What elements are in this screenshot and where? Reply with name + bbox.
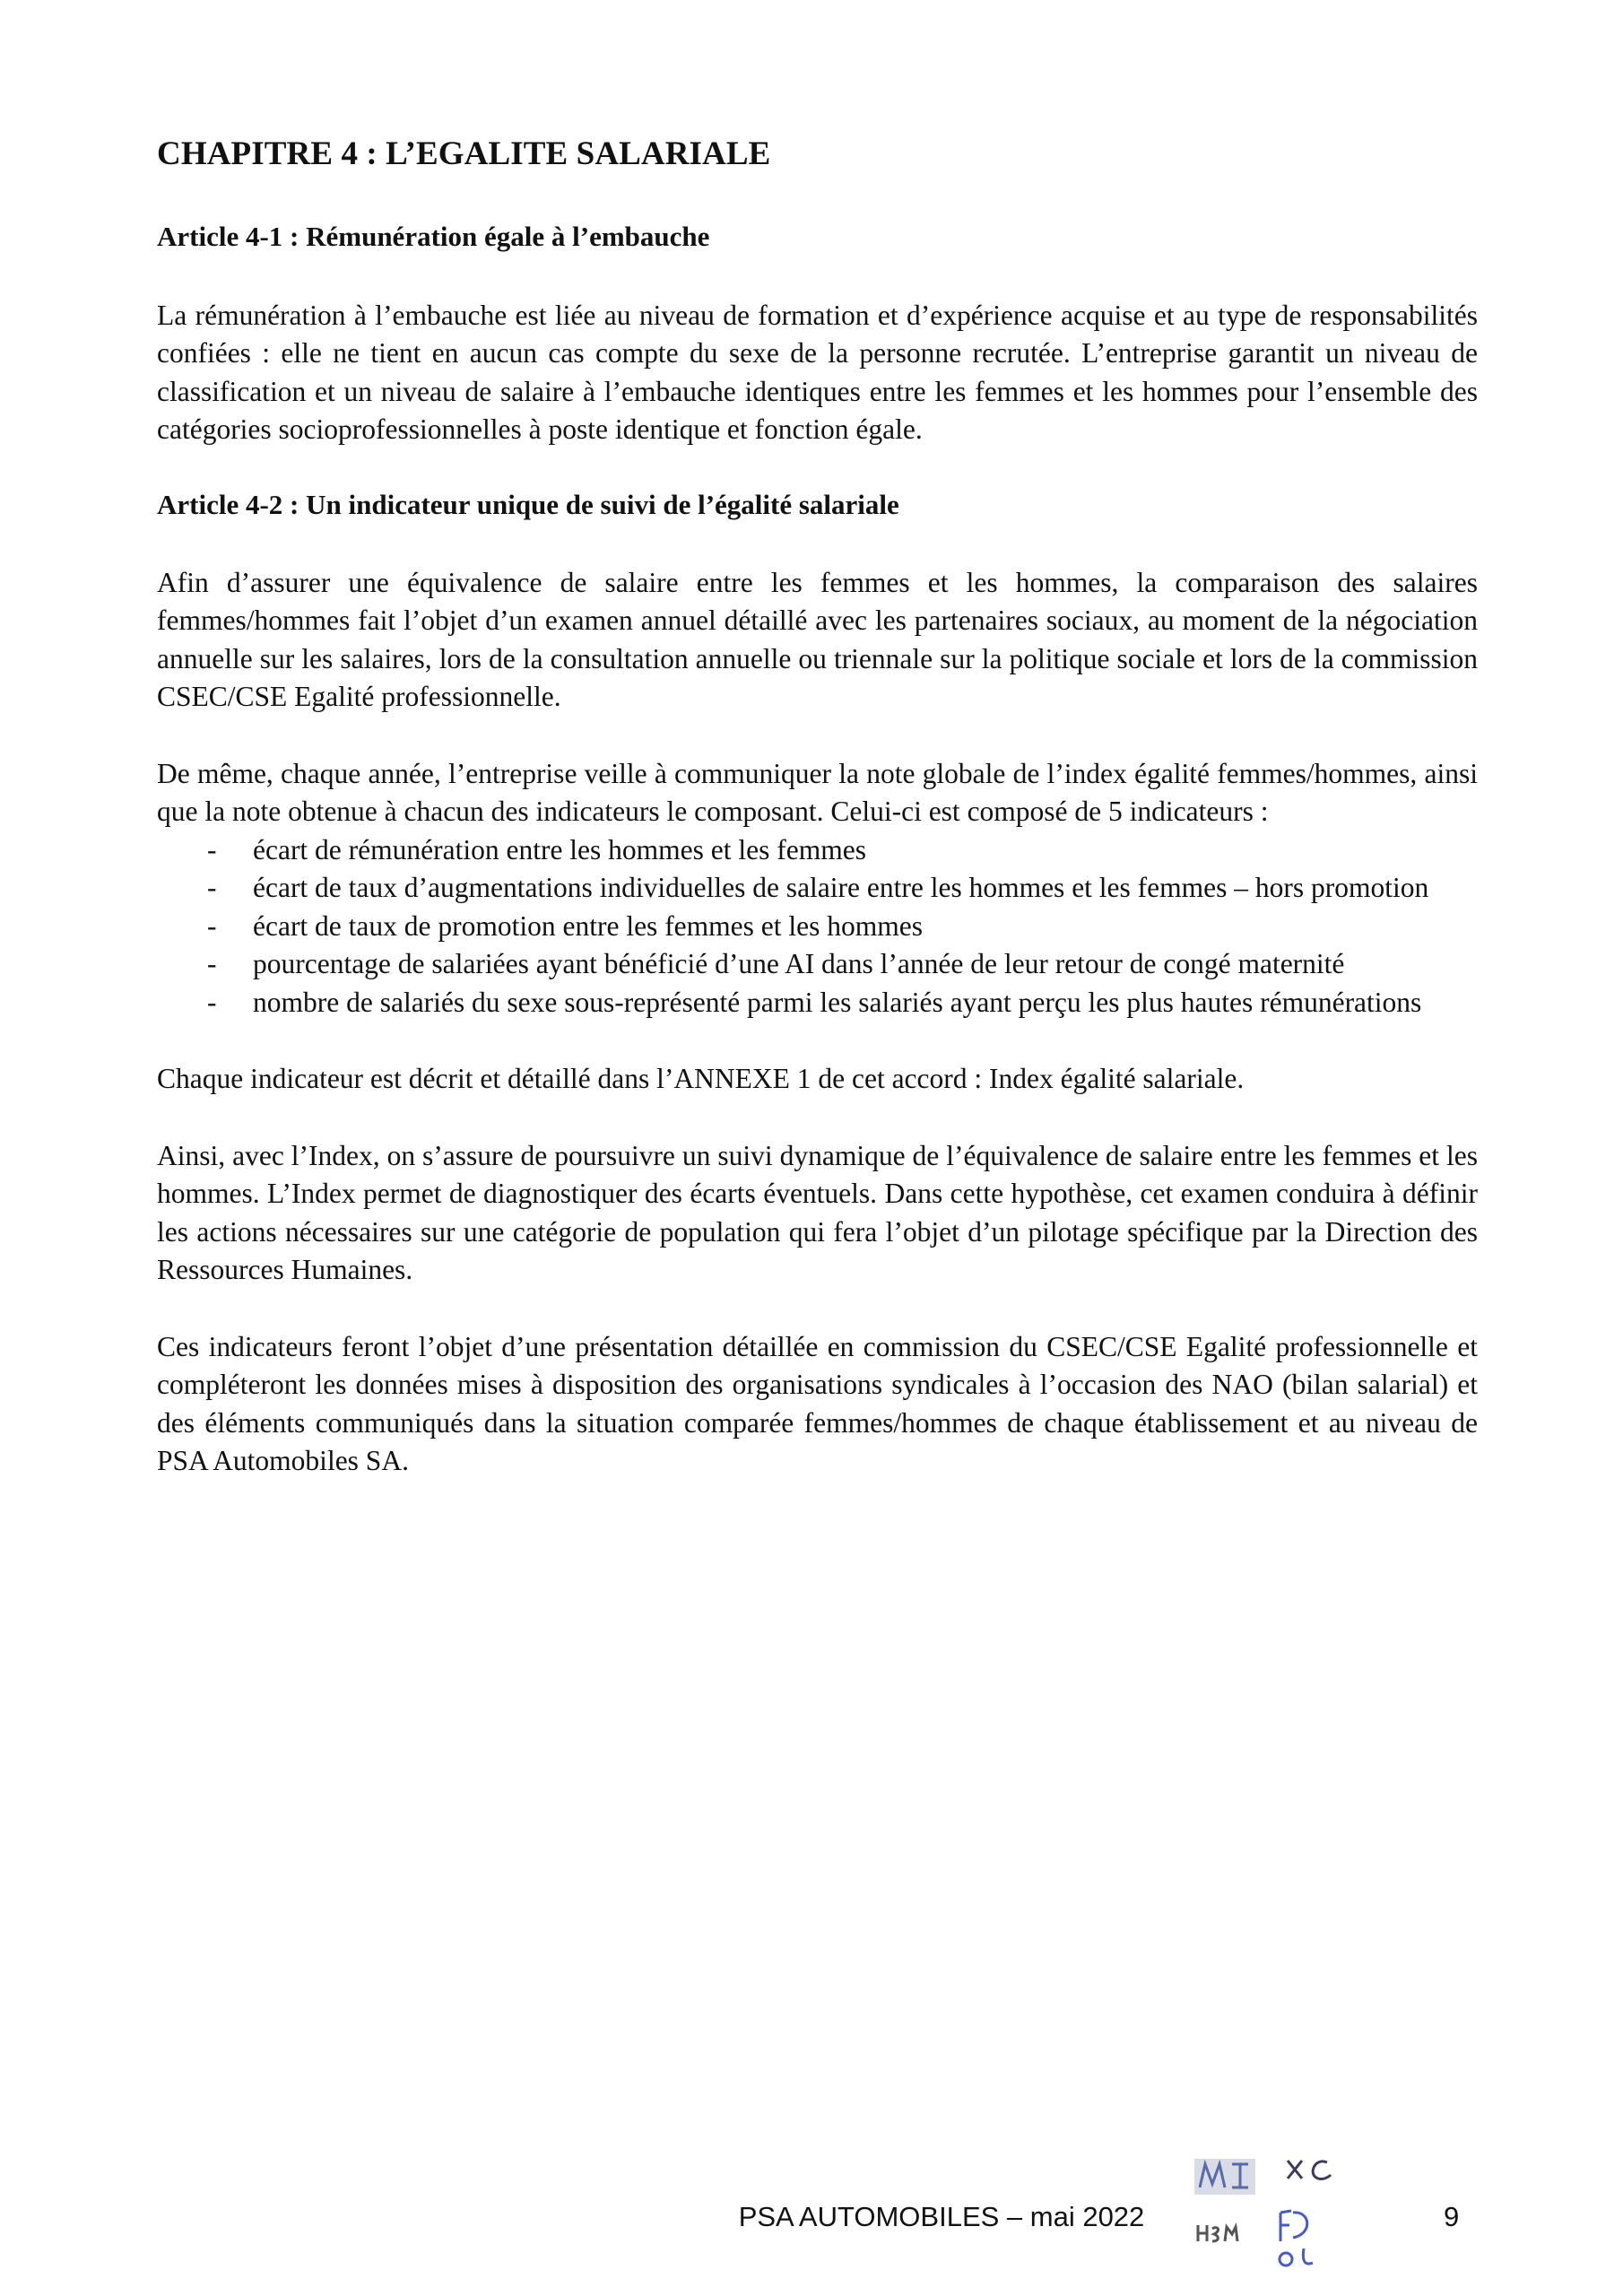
article-4-2-paragraph-3: Chaque indicateur est décrit et détaillé dans l’ANNEXE 1 de cet accord : Index égalité salariale. <box>157 1063 1245 1095</box>
handwritten-initials <box>1193 2148 1390 2274</box>
list-item: - nombre de salariés du sexe sous-représenté parmi les salariés ayant perçu les plus hautes rémunérations <box>157 984 1478 1022</box>
initials-fd <box>1280 2211 1291 2241</box>
list-item: - écart de taux d’augmentations individuelles de salaire entre les hommes et les femmes – hors promotion <box>157 869 1478 908</box>
article-4-2-paragraph-5: Ces indicateurs feront l’objet d’une présentation détaillée en commission du CSEC/CSE Egalité professionnelle et compléteront les données mises à disposition des organisations syndicales à l’occasion des NAO (bilan salarial) et des éléments communiqués dans la situation comparée femmes/hommes de chaque établissement et au niveau de PSA Automobiles SA. <box>157 1330 1478 1477</box>
footer-text: PSA AUTOMOBILES – mai 2022 <box>738 2201 1145 2232</box>
initials-ol <box>1280 2253 1292 2266</box>
initials-xc <box>1288 2161 1302 2179</box>
initials-hsrj <box>1198 2225 1237 2241</box>
article-4-1-paragraph: La rémunération à l’embauche est liée au niveau de formation et d’expérience acquise et au type de responsabilités confiées : elle ne tient en aucun cas compte du sexe de la personne recrutée. L’entreprise garantit un niveau de classification et un niveau de salaire à l’embauche identiques entre les femmes et les hommes pour l’ensemble des catégories socioprofessionnelles à poste identique et fonction égale. <box>157 299 1478 446</box>
document-body <box>157 135 1478 1519</box>
list-item: - écart de taux de promotion entre les femmes et les hommes <box>157 908 1478 946</box>
article-4-2-heading: Article 4-2 : Un indicateur unique de suivi de l’égalité salariale <box>157 488 899 520</box>
list-item: - pourcentage de salariées ayant bénéficié d’une AI dans l’année de leur retour de congé maternité <box>157 945 1478 984</box>
page-number: 9 <box>1444 2201 1460 2232</box>
indicator-list <box>157 831 1478 1022</box>
list-item: - écart de rémunération entre les hommes et les femmes <box>157 831 1478 870</box>
article-4-2-paragraph-2: De même, chaque année, l’entreprise veille à communiquer la note globale de l’index égalité femmes/hommes, ainsi que la note obtenue à chacun des indicateurs le composant. Celui-ci est composé de 5 indicateurs : <box>157 757 1478 828</box>
article-4-1-heading: Article 4-1 : Rémunération égale à l’embauche <box>157 221 710 253</box>
article-4-2-paragraph-1: Afin d’assurer une équivalence de salaire entre les femmes et les hommes, la comparaison des salaires femmes/hommes fait l’objet d’un examen annuel détaillé avec les partenaires sociaux, au moment de la négociation annuelle sur les salaires, lors de la consultation annuelle ou triennale sur la politique sociale et lors de la commission CSEC/CSE Egalité professionnelle. <box>157 566 1478 713</box>
article-4-2-paragraph-4: Ainsi, avec l’Index, on s’assure de poursuivre un suivi dynamique de l’équivalence de salaire entre les femmes et les hommes. L’Index permet de diagnostiquer des écarts éventuels. Dans cette hypothèse, cet examen conduira à définir les actions nécessaires sur une catégorie de population qui fera l’objet d’un pilotage spécifique par la Direction des Ressources Humaines. <box>157 1139 1478 1286</box>
chapter-title: CHAPITRE 4 : L’EGALITE SALARIALE <box>157 135 771 172</box>
